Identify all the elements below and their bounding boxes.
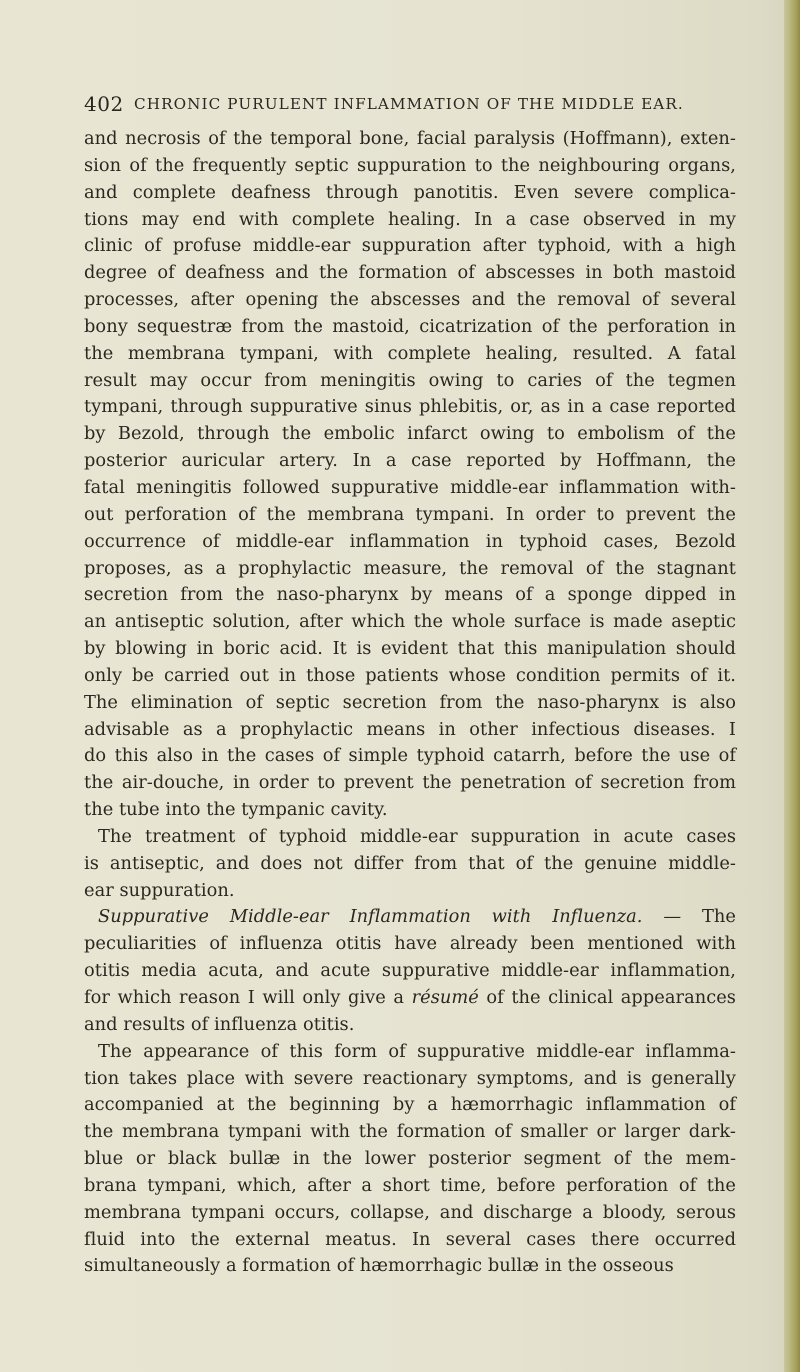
text-line: occurrence of middle-ear inflammation in typhoid cases, Bezold: [84, 530, 736, 552]
text-line: [84, 985, 736, 1012]
text-line: brana tympani, which, after a short time, before perforation of the: [84, 1174, 736, 1196]
text-line: membrana tympani occurs, collapse, and discharge a bloody, serous: [84, 1201, 736, 1223]
text-line: tions may end with complete healing. In a case observed in my: [84, 208, 736, 230]
text-line: fluid into the external meatus. In several cases there occurred: [84, 1228, 736, 1250]
text-line: clinic of profuse middle-ear suppuration after typhoid, with a high: [84, 235, 736, 257]
body-text: [84, 126, 736, 1280]
text-line: the membrana tympani, with complete healing, resulted. A fatal: [84, 342, 736, 364]
text-line: an antiseptic solution, after which the whole surface is made aseptic: [84, 611, 736, 633]
page-number: 402: [84, 92, 124, 116]
text-line: bony sequestræ from the mastoid, cicatrization of the perforation in: [84, 315, 736, 337]
text-line: tympani, through suppurative sinus phlebitis, or, as in a case reported: [84, 396, 736, 418]
text-line: simultaneously a formation of hæmorrhagic bullæ in the osseous: [84, 1255, 674, 1277]
text-line: proposes, as a prophylactic measure, the removal of the stagnant: [84, 557, 736, 579]
text-line: accompanied at the beginning by a hæmorrhagic inflammation of: [84, 1094, 736, 1116]
text-line: blue or black bullæ in the lower posterior segment of the mem-: [84, 1148, 736, 1170]
text-line: the membrana tympani with the formation of smaller or larger dark-: [84, 1121, 736, 1143]
text-line: degree of deafness and the formation of abscesses in both mastoid: [84, 262, 736, 284]
text-line: only be carried out in those patients whose condition permits of it.: [84, 664, 736, 686]
text-line: by blowing in boric acid. It is evident that this manipulation should: [84, 638, 736, 660]
text-line: tion takes place with severe reactionary symptoms, and is generally: [84, 1067, 736, 1089]
text-run: of the clinical appearances: [478, 987, 736, 1008]
text-line: The appearance of this form of suppurative middle-ear inflamma-: [98, 1040, 736, 1062]
text-run: for which reason I will only give a: [84, 987, 412, 1008]
text-line: the tube into the tympanic cavity.: [84, 799, 388, 821]
text-line: do this also in the cases of simple typhoid catarrh, before the use of: [84, 745, 736, 767]
text-line: posterior auricular artery. In a case reported by Hoffmann, the: [84, 450, 736, 472]
text-line: fatal meningitis followed suppurative middle-ear inflammation with-: [84, 476, 736, 498]
text-line: secretion from the naso-pharynx by means of a sponge dipped in: [84, 584, 736, 606]
text-line: sion of the frequently septic suppuration to the neighbouring organs,: [84, 154, 736, 176]
text-line: and necrosis of the temporal bone, facial paralysis (Hoffmann), exten-: [84, 128, 736, 149]
italic-text: Suppurative Middle-ear Inflammation with Influenza.: [98, 906, 643, 928]
page-header: [84, 91, 724, 117]
text-line: advisable as a prophylactic means in other infectious diseases. I: [84, 718, 736, 740]
text-line: result may occur from meningitis owing to caries of the tegmen: [84, 369, 736, 391]
running-head: CHRONIC PURULENT INFLAMMATION OF THE MIDDLE EAR.: [134, 95, 684, 113]
text-line: peculiarities of influenza otitis have already been mentioned with: [84, 933, 736, 955]
italic-text: résumé: [411, 987, 479, 1008]
text-line: by Bezold, through the embolic infarct owing to embolism of the: [84, 423, 736, 445]
text-line: [84, 904, 736, 931]
text-line: The elimination of septic secretion from the naso-pharynx is also: [84, 691, 736, 713]
text-line: the air-douche, in order to prevent the penetration of secretion from: [84, 772, 736, 794]
page-edge: [784, 0, 800, 1372]
text-line: is antiseptic, and does not differ from that of the genuine middle-: [84, 852, 736, 874]
text-line: and results of influenza otitis.: [84, 1013, 355, 1035]
text-line: The treatment of typhoid middle-ear suppuration in acute cases: [98, 825, 736, 847]
text-line: and complete deafness through panotitis. Even severe complica-: [84, 181, 736, 203]
text-line: otitis media acuta, and acute suppurative middle-ear inflammation,: [84, 960, 736, 982]
text-line: processes, after opening the abscesses and the removal of several: [84, 289, 736, 311]
text-line: ear suppuration.: [84, 879, 235, 901]
text-line: out perforation of the membrana tympani. In order to prevent the: [84, 503, 736, 525]
text-run: — The: [642, 906, 736, 928]
